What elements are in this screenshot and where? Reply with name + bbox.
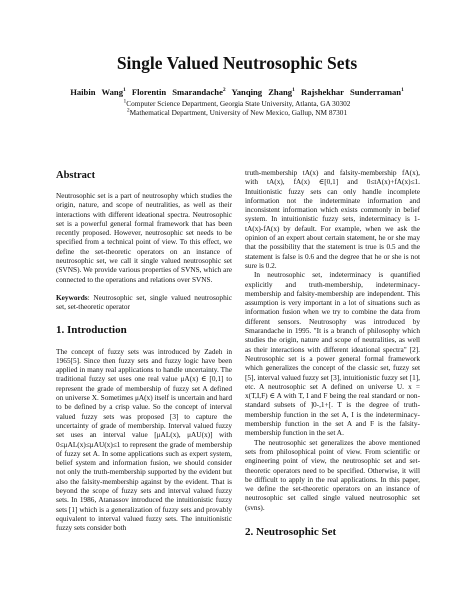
affiliation: $^1$Computer Science Department, Georgia State University, Atlanta, GA 30302 xyxy=(123,98,351,108)
abstract-heading: Abstract xyxy=(56,170,96,181)
abstract-text: Neutrosophic set is a part of neutrosophy which studies the origin, nature, and scope of neutralities, as well as their interactions with different ideational spectra. Neutrosophic set is a powerful general formal framework that has been recently proposed. However, neutrosophic set needs to be specified from a technical point of view. To this effect, we define the set-theoretic operators on an instance of neutrosophic set, we call it single valued neutrosophic set (SVNS). We provide various properties of SVNS, which are connected to the operations and relations over SVNS. xyxy=(56,191,232,284)
body-paragraph: The neutrosophic set generalizes the above mentioned sets from philosophical point of view. From scientific or engineering point of view, the neutrosophic set and set-theoretic operators need to be specified. Otherwise, it will be difficult to apply in the real applications. In this paper, we define the set-theoretic operators on an instance of neutrosophic set called single valued neutrosophic set (svns). xyxy=(245,437,420,512)
author-name: Rajshekhar Sunderraman$^1$ xyxy=(301,87,404,97)
affiliation: $^2$Mathematical Department, University of New Mexico, Gallup, NM 87301 xyxy=(126,107,348,117)
section-heading-neutrosophic-set: 2. Neutrosophic Set xyxy=(245,525,337,538)
author-name: Haibin Wang$^1$ xyxy=(70,87,126,97)
keywords xyxy=(56,293,232,312)
keywords-text: : Neutrosophic set, single valued neutrosophic set, set-theoretic operator xyxy=(56,292,232,312)
body-paragraph: In neutrosophic set, indeterminacy is quantified explicitly and truth-membership, indeterminacy-membership and falsity-membership are independent. This assumption is very important in a lot of situations such as information fusion when we try to combine the data from different sensors. Neutrosophy was introduced by Smarandache in 1995. "It is a branch of philosophy which studies the origin, nature and scope of neutralities, as well as their interactions with different ideational spectra" [2]. Neutrosophic set is a power general formal framework which generalizes the concept of the classic set, fuzzy set [5], interval valued fuzzy set [3], intuitionistic fuzzy set [1], etc. A neutrosophic set A defined on universe U. x = x(T,I,F) ∈ A with T, I and F being the real standard or non-standard subsets of ]0-,1+[. T is the degree of truth-membership function in the set A, I is the indeterminacy-membership function in the set A and F is the falsity-membership function in the set A. xyxy=(245,270,420,438)
author-name: Florentin Smarandache$^2$ xyxy=(131,87,226,97)
right-column xyxy=(245,168,420,549)
body-paragraph: truth-membership tA(x) and falsity-membership fA(x), with tA(x), fA(x) ∈[0,1] and 0≤tA(x)+fA(x)≤1. Intuitionistic fuzzy sets can only handle incomplete information not the indeterminate information and inconsistent information which exists commonly in belief system. In intuitionistic fuzzy sets, indeterminacy is 1-tA(x)-fA(x) by default. For example, when we ask the opinion of an expert about certain statement, he or she may that the possibility that the statement is true is 0.5 and the statement is false is 0.6 and the degree that he or she is not sure is 0.2. xyxy=(245,168,420,270)
paper-title: Single Valued Neutrosophic Sets xyxy=(116,53,358,73)
body-paragraph: The concept of fuzzy sets was introduced by Zadeh in 1965[5]. Since then fuzzy sets and fuzzy logic have been applied in many real applications to handle uncertainty. The traditional fuzzy set uses one real value μA(x) ∈ [0,1] to represent the grade of membership of fuzzy set A defined on universe X. Sometimes μA(x) itself is uncertain and hard to be defined by a crisp value. So the concept of interval valued fuzzy sets was proposed [3] to capture the uncertainty of grade of membership. Interval valued fuzzy set uses an interval value [μAL(x), μAU(x)] with 0≤μAL(x)≤μAU(x)≤1 to represent the grade of membership of fuzzy set A. In some applications such as expert system, belief system and information fusion, we should consider not only the truth-membership supported by the evident but also the falsity-membership against by the evident. That is beyond the scope of fuzzy sets and interval valued fuzzy sets. In 1986, Atanassov introduced the intuitionistic fuzzy sets [1] which is a generalization of fuzzy sets and provably equivalent to interval valued fuzzy sets. The intuitionistic fuzzy sets consider both xyxy=(56,346,232,533)
left-column xyxy=(56,170,232,533)
keywords-label: Keywords xyxy=(56,292,88,302)
author-list xyxy=(0,87,474,98)
section-heading-introduction: 1. Introduction xyxy=(56,323,127,336)
author-name: Yanqing Zhang$^1$ xyxy=(231,87,295,97)
